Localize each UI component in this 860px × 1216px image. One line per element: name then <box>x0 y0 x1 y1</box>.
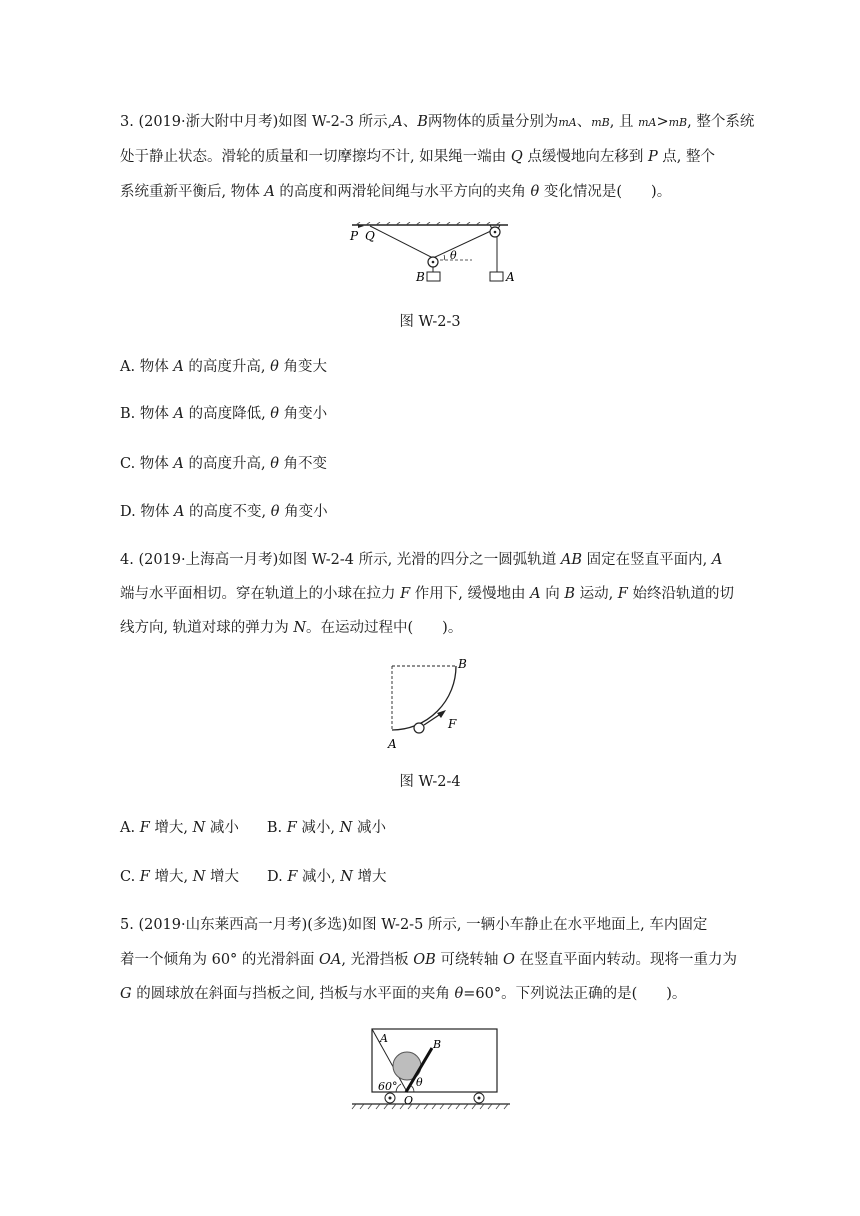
q3-option-b[interactable]: B. 物体 A 的高度降低, θ 角变小 <box>120 406 328 422</box>
force-arrow-icon <box>437 710 446 718</box>
q3-stem-line-3: 系统重新平衡后, 物体 A 的高度和两滑轮间绳与水平方向的夹角 θ 变化情况是( )。 <box>120 184 672 200</box>
label-a: A <box>388 737 397 751</box>
label-b: B <box>416 270 425 284</box>
caption-w-2-3: 图 W-2-3 <box>399 314 461 330</box>
q3-stem-line-2: 处于静止状态。滑轮的质量和一切摩擦均不计, 如果绳一端由 Q 点缓慢地向左移到 P 点, 整个 <box>120 149 716 165</box>
block-a <box>490 272 503 281</box>
figure-w-2-5 <box>348 1024 518 1114</box>
q5-stem-line-3: G 的圆球放在斜面与挡板之间, 挡板与水平面的夹角 θ=60°。下列说法正确的是( )。 <box>120 986 687 1002</box>
q4-option-a[interactable]: A. F 增大, N 减小 <box>120 820 239 836</box>
q4-option-b[interactable]: B. F 减小, N 减小 <box>266 820 386 836</box>
label-theta: θ <box>450 249 457 262</box>
q3-option-d[interactable]: D. 物体 A 的高度不变, θ 角变小 <box>120 504 328 520</box>
q3-stem-line-1: 3. (2019·浙大附中月考)如图 W-2-3 所示,A、B两物体的质量分别为mA、mB, 且 mA>mB, 整个系统 <box>120 114 755 130</box>
figure-w-2-4 <box>384 656 484 756</box>
label-theta: θ <box>416 1076 423 1089</box>
label-a: A <box>380 1032 388 1045</box>
q4-stem-line-2: 端与水平面相切。穿在轨道上的小球在拉力 F 作用下, 缓慢地由 A 向 B 运动, F 始终沿轨道的切 <box>120 586 734 602</box>
q3-option-c[interactable]: C. 物体 A 的高度升高, θ 角不变 <box>120 456 328 472</box>
label-p: P <box>350 229 359 243</box>
label-b: B <box>458 657 467 671</box>
label-f: F <box>448 717 457 731</box>
figure-w-2-3 <box>340 222 530 292</box>
block-b <box>427 272 440 281</box>
label-q: Q <box>365 229 375 243</box>
q5-stem-line-2: 着一个倾角为 60° 的光滑斜面 OA, 光滑挡板 OB 可绕转轴 O 在竖直平面内转动。现将一重力为 <box>120 952 737 968</box>
q5-stem-line-1: 5. (2019·山东莱西高一月考)(多选)如图 W-2-5 所示, 一辆小车静止在水平地面上, 车内固定 <box>120 917 708 933</box>
q4-stem-line-1: 4. (2019·上海高一月考)如图 W-2-4 所示, 光滑的四分之一圆弧轨道 AB 固定在竖直平面内, A <box>120 552 723 568</box>
label-o: O <box>404 1094 414 1107</box>
label-60: 60° <box>378 1080 398 1093</box>
q4-option-c[interactable]: C. F 增大, N 增大 <box>120 869 239 885</box>
q4-options-row-2 <box>120 867 387 887</box>
caption-w-2-4: 图 W-2-4 <box>399 774 461 790</box>
label-b: B <box>433 1038 442 1051</box>
q4-options-row-1 <box>120 818 386 838</box>
label-a: A <box>506 270 515 284</box>
q4-option-d[interactable]: D. F 减小, N 增大 <box>266 869 387 885</box>
q3-option-a[interactable]: A. 物体 A 的高度升高, θ 角变大 <box>120 359 327 375</box>
q4-stem-line-3: 线方向, 轨道对球的弹力为 N。在运动过程中( )。 <box>120 620 463 636</box>
ball-icon <box>414 723 424 733</box>
arc-track <box>392 666 456 730</box>
